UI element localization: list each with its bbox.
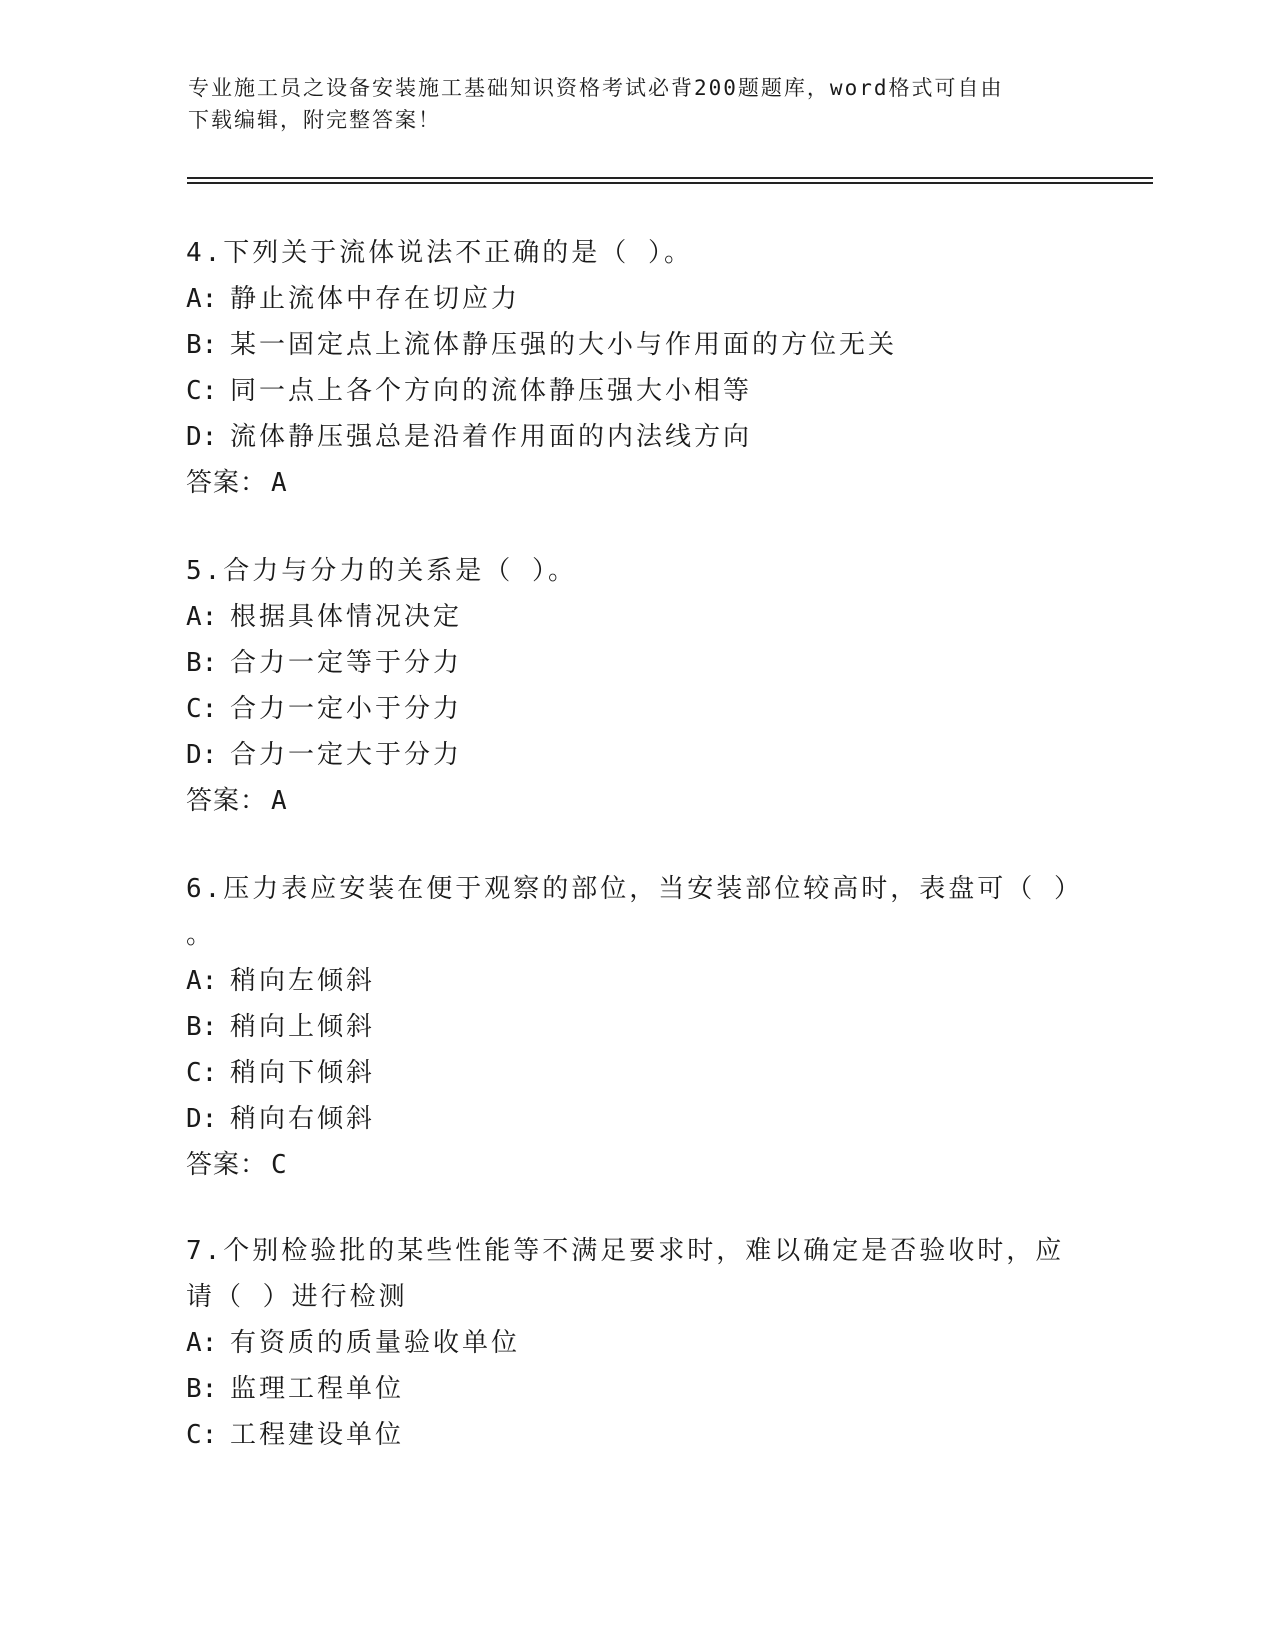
question-title: 4.下列关于流体说法不正确的是（ ）。 [186,238,693,268]
option-c [186,368,1086,414]
option-letter: B: [186,648,218,678]
header-divider-top [187,177,1153,179]
option-letter: D: [186,422,218,452]
option-b [186,1366,1086,1412]
option-letter: B: [186,330,218,360]
option-letter: B: [186,1374,218,1404]
option-text: 稍向上倾斜 [230,1012,376,1042]
option-text: 稍向下倾斜 [230,1058,376,1088]
option-d [186,732,1086,778]
question-title: 6.压力表应安装在便于观察的部位，当安装部位较高时，表盘可（ ） [186,874,1083,904]
option-letter: C: [186,1420,218,1450]
option-text: 合力一定等于分力 [230,648,463,678]
option-text: 根据具体情况决定 [230,602,463,632]
header-divider-bottom [187,182,1153,184]
option-b [186,1004,1086,1050]
question-title-continued: 请（ ）进行检测 [186,1282,408,1312]
header-line-1: 专业施工员之设备安装施工基础知识资格考试必背200题题库，word格式可自由 [188,76,1004,100]
option-letter: D: [186,1104,218,1134]
option-c [186,1412,1086,1458]
option-a [186,958,1086,1004]
answer-label: 答案： [186,468,268,498]
option-c [186,1050,1086,1096]
option-letter: C: [186,376,218,406]
option-letter: A: [186,966,218,996]
answer-label: 答案： [186,1150,268,1180]
answer-value: A [271,468,288,498]
option-text: 稍向右倾斜 [230,1104,376,1134]
option-text: 同一点上各个方向的流体静压强大小相等 [230,376,753,406]
option-b [186,640,1086,686]
option-text: 流体静压强总是沿着作用面的内法线方向 [230,422,753,452]
option-a [186,276,1086,322]
option-text: 稍向左倾斜 [230,966,376,996]
answer-line [186,1142,1086,1188]
question-7 [186,1228,1086,1458]
option-b [186,322,1086,368]
answer-line [186,778,1086,824]
option-letter: A: [186,602,218,632]
question-6 [186,866,1086,1188]
option-text: 合力一定小于分力 [230,694,463,724]
option-text: 某一固定点上流体静压强的大小与作用面的方位无关 [230,330,898,360]
option-text: 监理工程单位 [230,1374,405,1404]
question-title: 5.合力与分力的关系是（ ）。 [186,556,577,586]
question-4 [186,230,1086,506]
option-text: 静止流体中存在切应力 [230,284,521,314]
option-a [186,1320,1086,1366]
option-d [186,414,1086,460]
option-text: 有资质的质量验收单位 [230,1328,521,1358]
answer-value: A [271,786,288,816]
option-d [186,1096,1086,1142]
document-header [188,72,1088,136]
option-text: 工程建设单位 [230,1420,405,1450]
answer-value: C [271,1150,288,1180]
option-text: 合力一定大于分力 [230,740,463,770]
question-title-continued: 。 [186,920,216,950]
option-c [186,686,1086,732]
option-letter: A: [186,1328,218,1358]
option-letter: D: [186,740,218,770]
option-letter: C: [186,694,218,724]
header-line-2: 下载编辑，附完整答案！ [188,108,441,132]
answer-line [186,460,1086,506]
answer-label: 答案： [186,786,268,816]
option-letter: B: [186,1012,218,1042]
option-letter: A: [186,284,218,314]
option-a [186,594,1086,640]
question-title: 7.个别检验批的某些性能等不满足要求时，难以确定是否验收时，应 [186,1236,1065,1266]
option-letter: C: [186,1058,218,1088]
question-5 [186,548,1086,824]
